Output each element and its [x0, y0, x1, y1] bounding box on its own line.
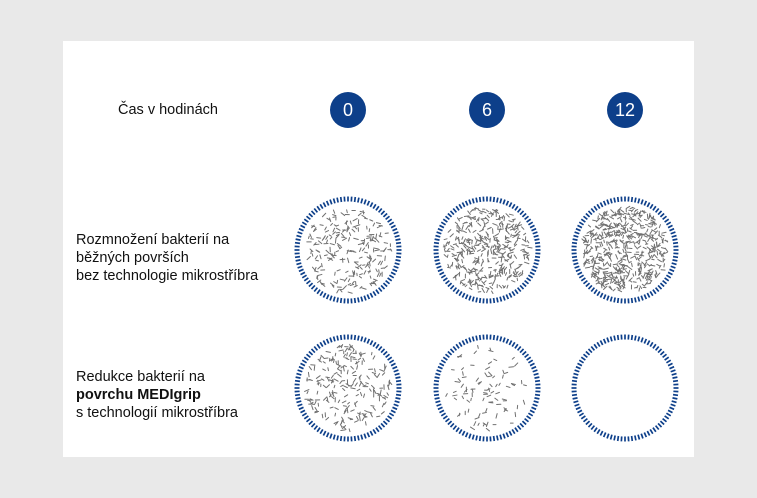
time-label: Čas v hodinách [118, 102, 218, 118]
hour-badge-6: 6 [469, 92, 505, 128]
dish-row2-hour6 [433, 334, 541, 442]
bacteria-group [446, 346, 527, 431]
bacteria-group [582, 206, 668, 291]
row-label-line [76, 386, 238, 404]
row-label-line: běžných površích [76, 250, 189, 266]
dish-row1-hour0 [294, 196, 402, 304]
brand-text: povrchu MEDIgrip [76, 387, 201, 403]
bacteria-group [443, 208, 532, 294]
row-label-with-silver [76, 368, 238, 422]
row-label-line: Redukce bakterií na [76, 369, 205, 385]
bacteria-group [307, 210, 392, 293]
row-label-line: s technologií mikrostříbra [76, 405, 238, 421]
row-label-without-silver [76, 231, 258, 285]
dish-row1-hour6 [433, 196, 541, 304]
dish-row2-hour12 [571, 334, 679, 442]
row-label-line: Rozmnožení bakterií na [76, 232, 230, 248]
dish-row2-hour0 [294, 334, 402, 442]
hour-badge-12: 12 [607, 92, 643, 128]
hour-badge-0: 0 [330, 92, 366, 128]
row-label-line: bez technologie mikrostříbra [76, 268, 259, 284]
dish-row1-hour12 [571, 196, 679, 304]
bacteria-group [305, 344, 392, 431]
